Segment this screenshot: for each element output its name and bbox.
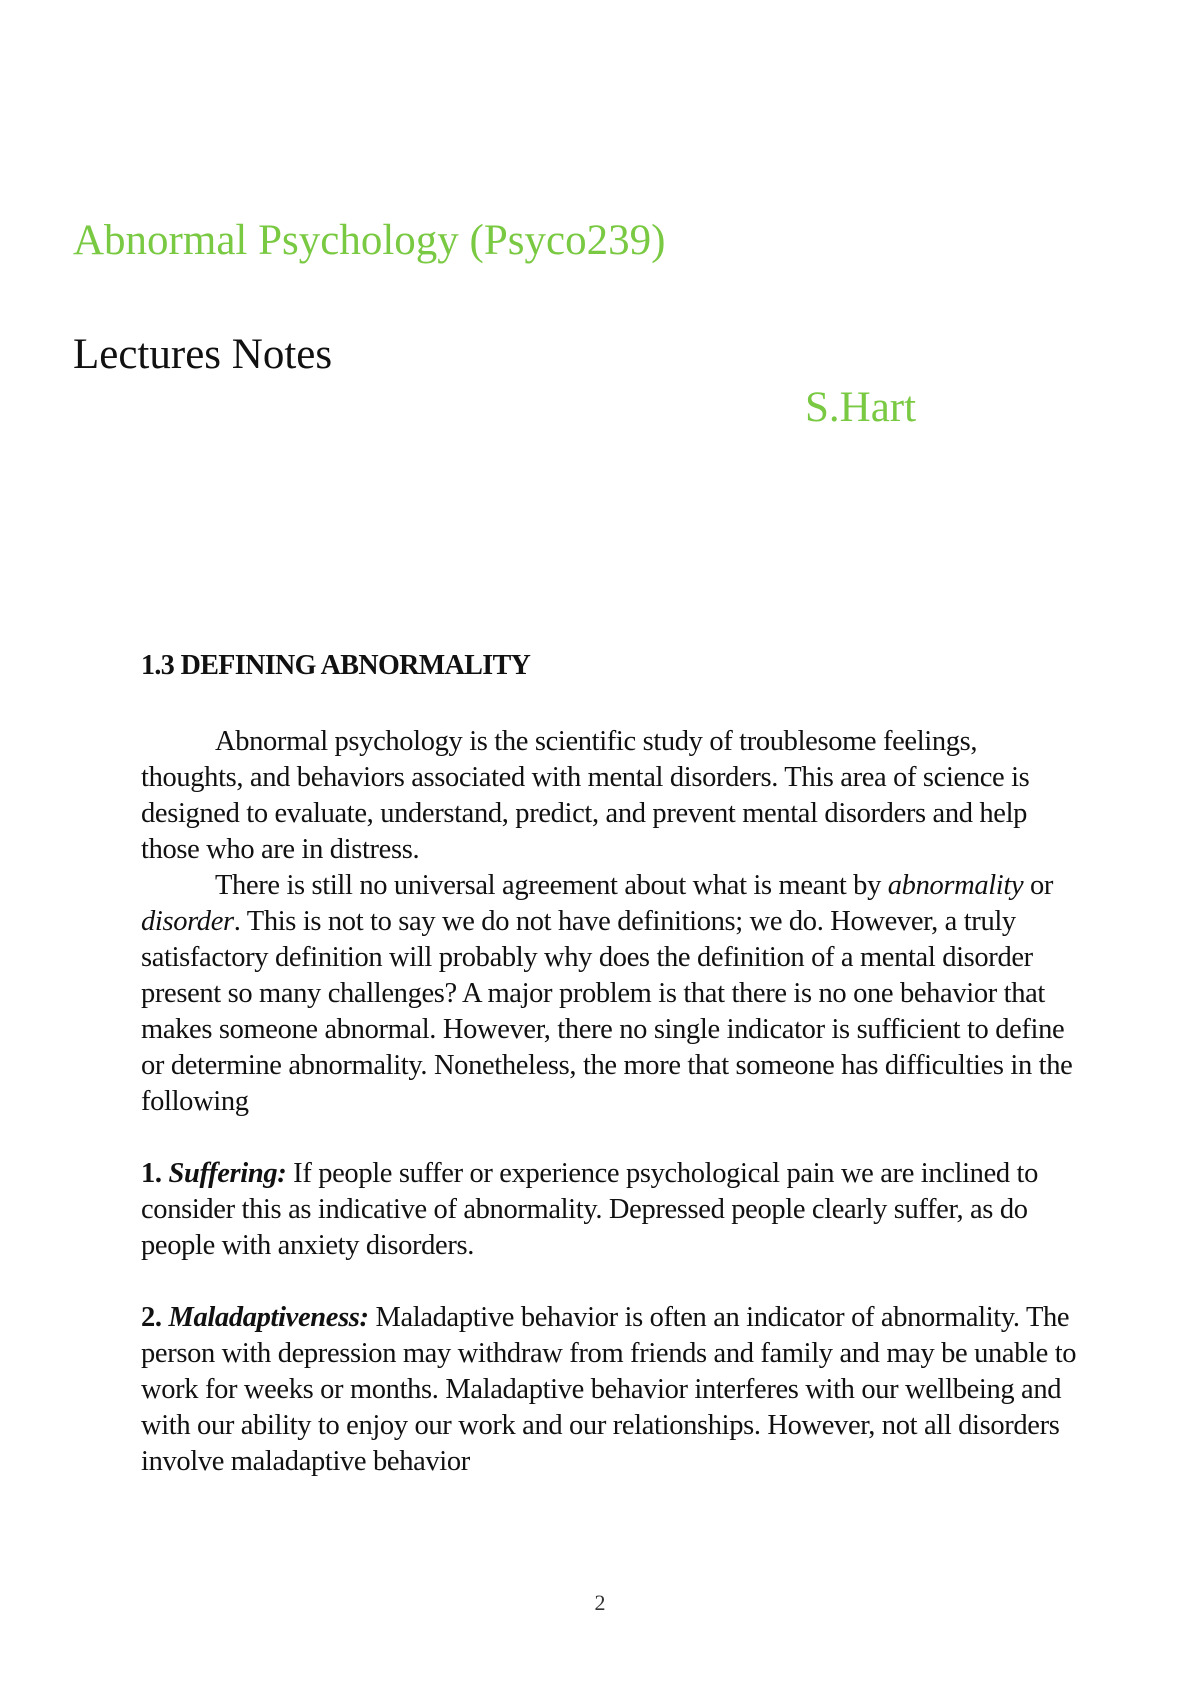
paragraph-agreement-or: or — [1030, 870, 1054, 901]
term-disorder: disorder — [141, 906, 234, 937]
lecture-notes-subtitle: Lectures Notes — [73, 331, 333, 378]
paragraph-definition-text: Abnormal psychology is the scientific study of troublesome feelings, thoughts, and behaviors associated with mental disorders. This area of science is designed to evaluate, understand, predict, and prevent mental disorders and help those who are in distress. — [141, 726, 1030, 865]
section-content — [141, 648, 1081, 1480]
criterion-number: 1. — [141, 1158, 162, 1189]
criterion-number: 2. — [141, 1302, 162, 1333]
course-title: Abnormal Psychology (Psyco239) — [73, 217, 666, 264]
page-number: 2 — [594, 1590, 606, 1615]
author-name: S.Hart — [805, 384, 917, 431]
term-abnormality: abnormality — [887, 870, 1024, 901]
criterion-term-suffering: Suffering: — [168, 1158, 287, 1189]
paragraph-definition — [141, 724, 1081, 868]
criterion-term-maladaptiveness: Maladaptiveness: — [168, 1302, 369, 1333]
criterion-maladaptiveness — [141, 1300, 1081, 1480]
paragraph-agreement — [141, 868, 1081, 1120]
criterion-text-maladaptiveness: Maladaptive behavior is often an indicator of abnormality. The person with depression may withdraw from friends and family and may be unable to work for weeks or months. Maladaptive behavior interferes with our wellbeing and with our ability to enjoy our work and our relationships. However, not all disorders involve maladaptive behavior — [141, 1302, 1077, 1477]
criterion-text-suffering: If people suffer or experience psychological pain we are inclined to consider this as indicative of abnormality. Depressed people clearly suffer, as do people with anxiety disorders. — [141, 1158, 1039, 1261]
criterion-suffering — [141, 1156, 1081, 1264]
section-heading: 1.3 DEFINING ABNORMALITY — [141, 650, 531, 681]
paragraph-agreement-start: There is still no universal agreement about what is meant by — [215, 870, 881, 901]
paragraph-agreement-rest: . This is not to say we do not have definitions; we do. However, a truly satisfactory definition will probably why does the definition of a mental disorder present so many challenges? A major problem is that there is no one behavior that makes someone abnormal. However, there no single indicator is sufficient to define or determine abnormality. Nonetheless, the more that someone has difficulties in the following — [141, 906, 1073, 1117]
